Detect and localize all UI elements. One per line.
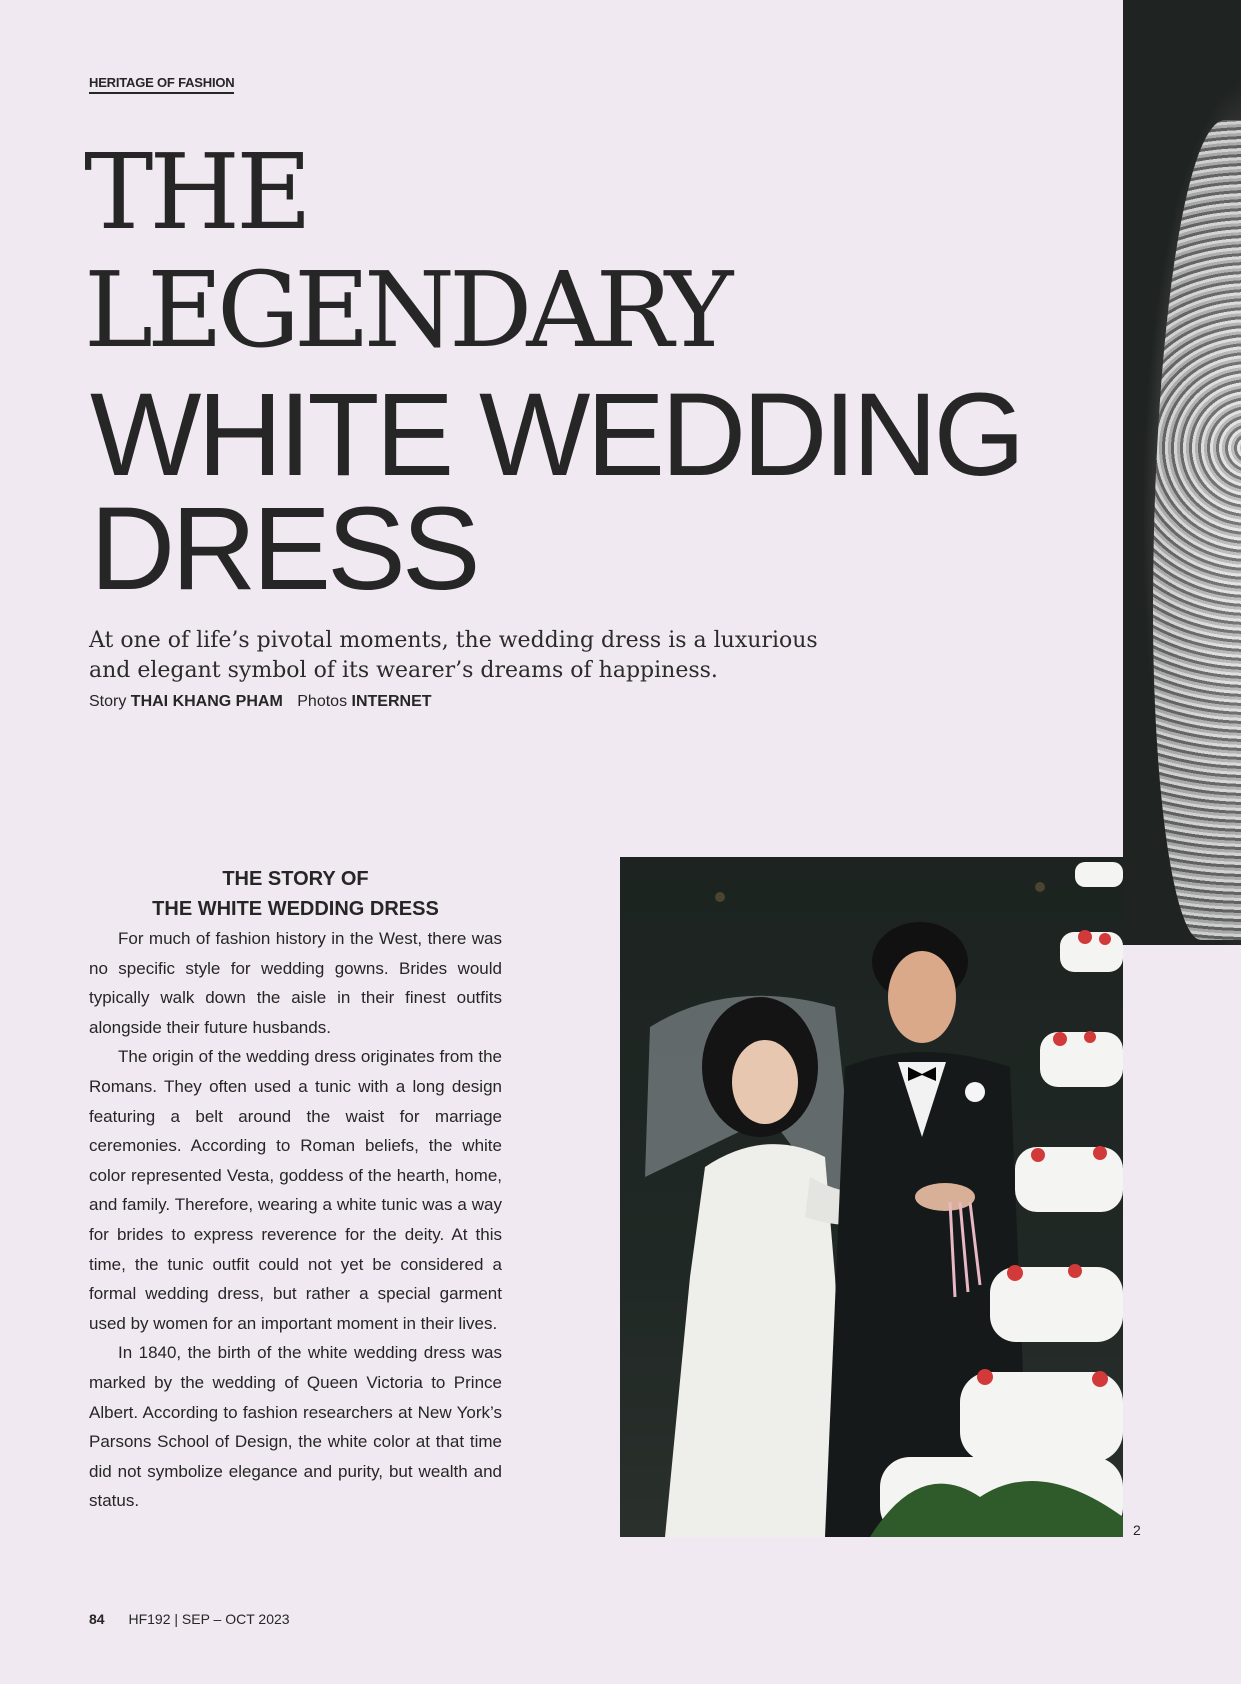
byline-story-author: THAI KHANG PHAM	[130, 693, 283, 710]
article-body	[89, 924, 502, 1516]
wedding-photo-illustration	[620, 857, 1123, 1537]
body-paragraph-2: The origin of the wedding dress originates from the Romans. They often used a tunic with a long design featuring a belt around the waist for marriage ceremonies. According to Roman beliefs, the white color represented Vesta, goddess of the hearth, home, and family. Therefore, wearing a white tunic was a way for brides to express reverence for the deity. At this time, the tunic outfit could not yet be considered a formal wedding dress, but rather a special garment used by women for an important moment in their lives.	[89, 1047, 502, 1333]
gown-photo	[1123, 0, 1241, 945]
title-line-the: THE	[84, 131, 308, 253]
page-number: 84	[89, 1611, 105, 1627]
byline-photos-source: INTERNET	[351, 693, 432, 710]
issue-info: HF192 | SEP – OCT 2023	[128, 1611, 290, 1627]
story-heading-line-1: THE STORY OF	[222, 868, 369, 890]
byline	[89, 693, 432, 711]
deck	[89, 626, 869, 686]
photo-caption-number: 2	[1133, 1522, 1141, 1538]
section-tag: HERITAGE OF FASHION	[89, 75, 234, 94]
title-line-legendary: LEGENDARY	[84, 249, 728, 371]
body-paragraph-3: In 1840, the birth of the white wedding dress was marked by the wedding of Queen Victoria to Prince Albert. According to fashion researchers at New York’s Parsons School of Design, the white color at that time did not symbolize elegance and purity, but wealth and status.	[89, 1343, 502, 1511]
deck-line-1: At one of life’s pivotal moments, the wedding dress is a luxurious	[89, 628, 818, 653]
story-heading	[89, 864, 502, 924]
wedding-photo	[620, 857, 1123, 1537]
footer	[89, 1611, 290, 1627]
byline-photos-label: Photos	[297, 693, 348, 710]
byline-story-label: Story	[89, 693, 127, 710]
deck-line-2: and elegant symbol of its wearer’s dreams of happiness.	[89, 658, 718, 683]
title-line-white-wedding: WHITE WEDDING	[90, 369, 1022, 501]
body-paragraph-1: For much of fashion history in the West, there was no specific style for wedding gowns. Brides would typically walk down the aisle in their finest outfits alongside their future husbands.	[89, 929, 502, 1037]
gown-lace-detail	[1153, 120, 1241, 940]
title-line-dress: DRESS	[90, 483, 477, 615]
story-heading-line-2: THE WHITE WEDDING DRESS	[152, 898, 439, 920]
